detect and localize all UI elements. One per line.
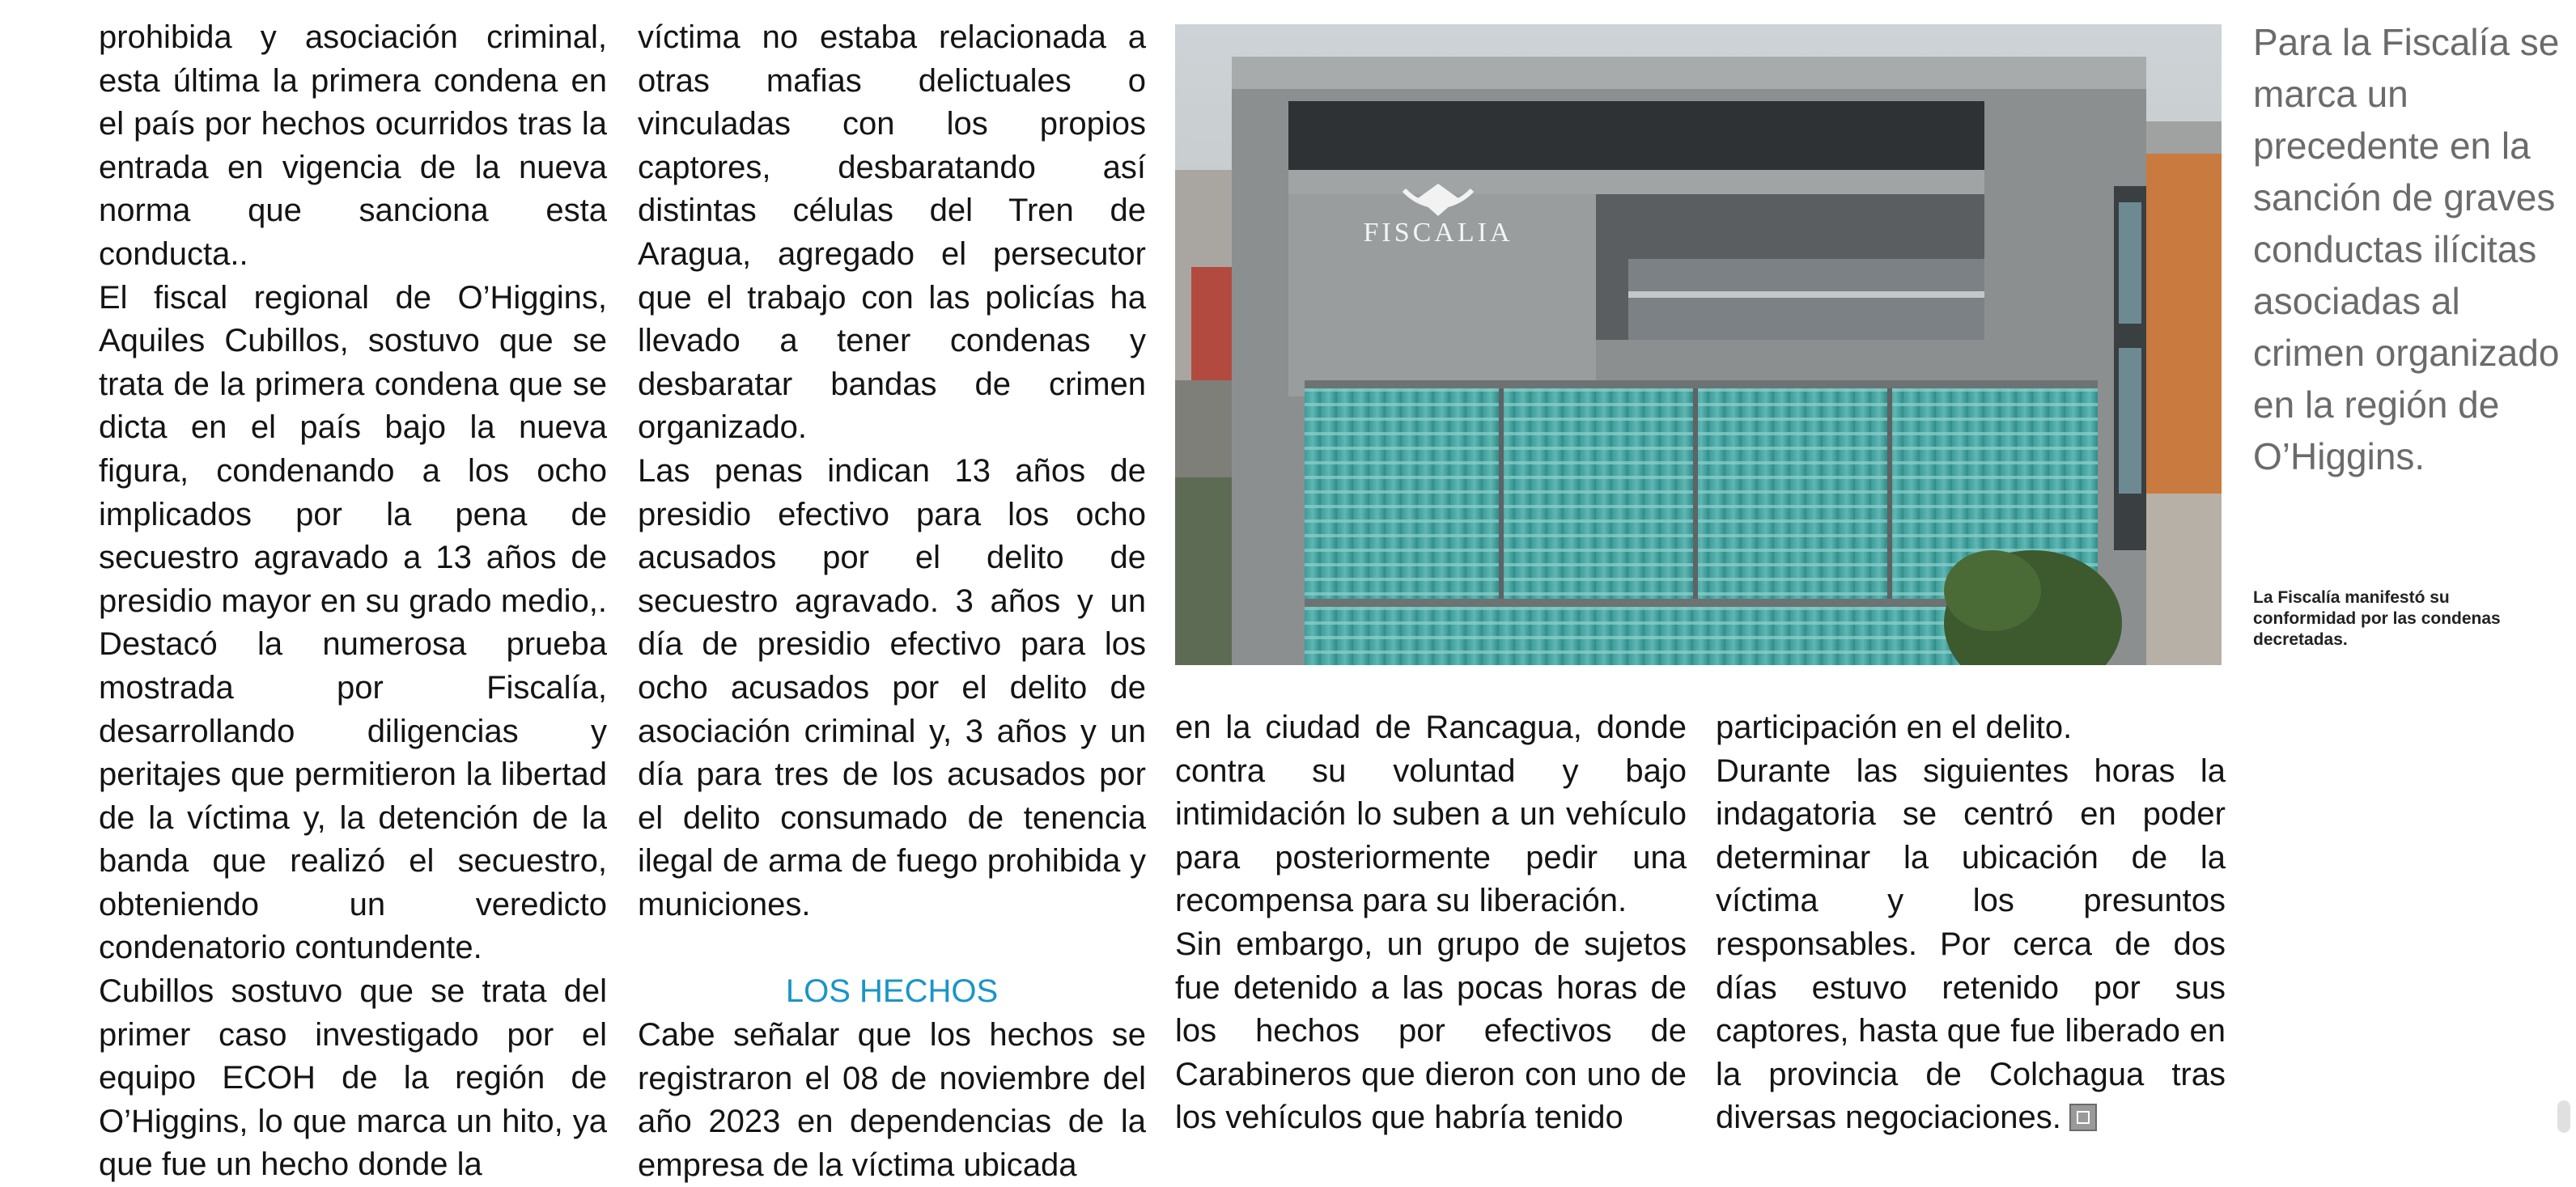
paragraph: El fiscal regional de O’Higgins, Aquiles Cubillos, sostuvo que se trata de la primera condena que se dicta en el país bajo la nueva figura, condenando a los ocho implicados por la pena de secuestro agravado a 13 años de presidio mayor en su grado medio,. Destacó la numerosa prueba mostrada por Fiscalía, desarrollando diligencias y peritajes que permitieron la libertad de la víctima y, la detención de la banda que realizó el secuestro, obteniendo un veredicto condenatorio contundente.	[99, 279, 607, 966]
paragraph: víctima no estaba relacionada a otras mafias delictuales o vinculadas con los propios captores, desbaratando así distintas células del Tren de Aragua, agregado el persecutor que el trabajo con las policías ha llevado a tener condenas y desbaratar bandas de crimen organizado.	[638, 19, 1146, 446]
paragraph	[1716, 750, 2226, 1140]
article-column-2	[638, 16, 1146, 1187]
section-subheading: LOS HECHOS	[785, 973, 999, 1010]
article-column-3	[1175, 706, 1687, 1140]
paragraph: participación en el delito.	[1716, 710, 2073, 745]
page-edge-mark	[2557, 1100, 2570, 1133]
building-illustration	[1175, 24, 2222, 665]
paragraph: Las penas indican 13 años de presidio efectivo para los ocho acusados por el delito de secuestro agravado. 3 años y un día de presidio efectivo para los ocho acusados por el delito de asociación criminal y, 3 años y un día para tres de los acusados por el delito consumado de tenencia ilegal de arma de fuego prohibida y municiones.	[638, 452, 1146, 922]
paragraph: Cubillos sostuvo que se trata del primer caso investigado por el equipo ECOH de la región de O’Higgins, lo que marca un hito, ya que fue un hecho donde la	[99, 973, 607, 1183]
paragraph: Sin embargo, un grupo de sujetos fue detenido a las pocas horas de los hechos por efectivos de Carabineros que dieron con uno de los vehículos que habría tenido	[1175, 926, 1687, 1136]
paragraph: en la ciudad de Rancagua, donde contra su voluntad y bajo intimidación lo suben a un vehículo para posteriormente pedir una recompensa para su liberación.	[1175, 710, 1687, 919]
paragraph: Cabe señalar que los hechos se registraron el 08 de noviembre del año 2023 en dependencias de la empresa de la víctima ubicada	[638, 1017, 1146, 1183]
paragraph-text: Durante las siguientes horas la indagatoria se centró en poder determinar la ubicación de la víctima y los presuntos responsables. Por cerca de dos días estuvo retenido por sus captores, hasta que fue liberado en la provincia de Colchagua tras diversas negociaciones.	[1716, 752, 2226, 1136]
building-sign: FISCALIA	[1363, 218, 1513, 248]
fiscalia-building-photo	[1175, 24, 2222, 665]
article-column-1	[99, 16, 607, 1187]
photo-caption: La Fiscalía manifestó su conformidad por las condenas decretadas.	[2253, 588, 2501, 649]
pull-quote: Para la Fiscalía se marca un precedente en la sanción de graves conductas ilícitas asociadas al crimen organizado en la región de O’Higgins.	[2253, 21, 2560, 477]
article-column-4	[1716, 706, 2226, 1140]
end-of-article-icon	[2069, 1104, 2097, 1131]
paragraph: prohibida y asociación criminal, esta última la primera condena en el país por hechos ocurridos tras la entrada en vigencia de la nueva norma que sanciona esta conducta..	[99, 19, 607, 272]
